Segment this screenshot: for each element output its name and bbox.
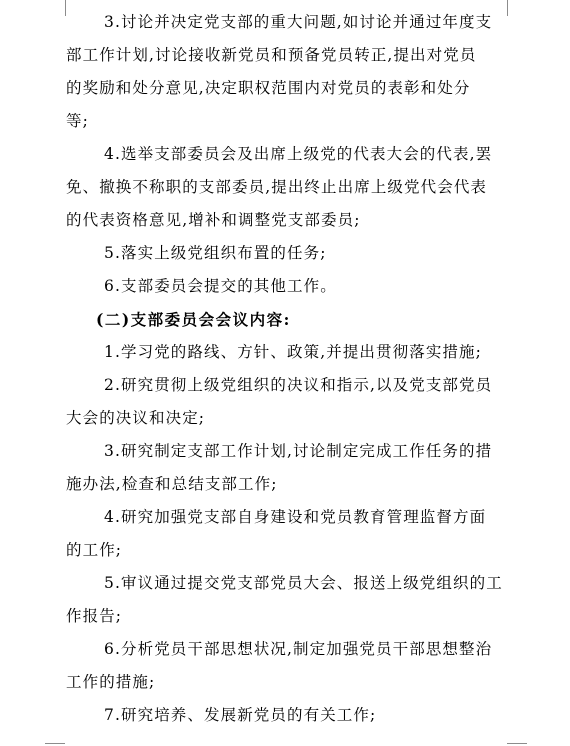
text-line: 7.研究培养、发展新党员的有关工作; [104,706,377,724]
crop-mark-top-right [507,0,508,16]
text-line: 1.学习党的路线、方针、政策,并提出贯彻落实措施; [104,343,482,361]
text-line: 工作的措施; [66,673,156,691]
section-heading-text: (二)支部委员会会议内容: [96,310,291,329]
text-line: 等; [66,112,89,130]
text-line: 的工作; [66,541,123,559]
text-line: 部工作计划,讨论接收新党员和预备党员转正,提出对党员 [66,46,477,64]
meeting-item-7 [66,699,506,732]
meeting-item-2 [66,369,506,435]
meeting-item-4 [66,501,506,567]
text-line: 作报告; [66,607,123,625]
text-line: 5.落实上级党组织布置的任务; [104,244,327,262]
text-line: 免、撤换不称职的支部委员,提出终止出席上级党代会代表 [66,178,488,196]
section-heading [66,303,506,336]
paragraph-4 [66,138,506,237]
crop-mark-bottom-right [507,743,527,744]
crop-mark-bottom-left [45,743,65,744]
text-line: 4.选举支部委员会及出席上级党的代表大会的代表,罢 [104,145,493,163]
meeting-item-1 [66,336,506,369]
text-line: 的奖励和处分意见,决定职权范围内对党员的表彰和处分 [66,79,471,97]
paragraph-6 [66,270,506,303]
meeting-item-5 [66,567,506,633]
meeting-item-6 [66,633,506,699]
text-line: 6.支部委员会提交的其他工作。 [104,277,337,295]
text-line: 6.分析党员干部思想状况,制定加强党员干部思想整治 [104,640,493,658]
text-line: 2.研究贯彻上级党组织的决议和指示,以及党支部党员 [104,376,493,394]
text-line: 施办法,检查和总结支部工作; [66,475,278,493]
text-line: 大会的决议和决定; [66,409,206,427]
text-line: 3.研究制定支部工作计划,讨论制定完成工作任务的措 [104,442,493,460]
paragraph-3 [66,6,506,138]
paragraph-5 [66,237,506,270]
text-line: 3.讨论并决定党支部的重大问题,如讨论并通过年度支 [104,13,493,31]
document-body [66,6,506,732]
text-line: 的代表资格意见,增补和调整党支部委员; [66,211,361,229]
meeting-item-3 [66,435,506,501]
text-line: 4.研究加强党支部自身建设和党员教育管理监督方面 [104,508,487,526]
text-line: 5.审议通过提交党支部党员大会、报送上级党组织的工 [104,574,503,592]
